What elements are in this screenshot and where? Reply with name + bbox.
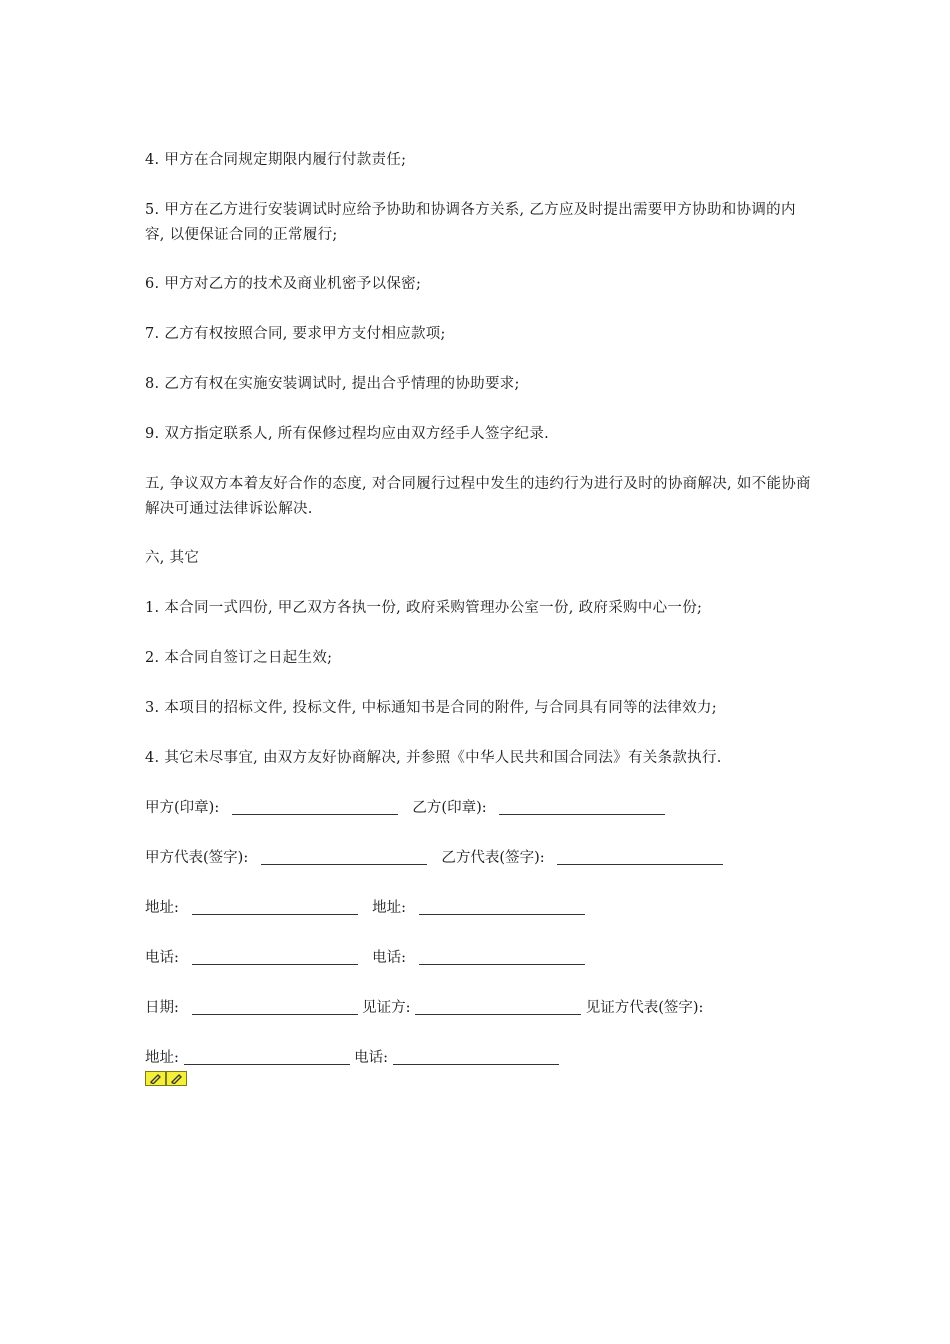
representative-row <box>145 848 723 868</box>
clause-8-assistance: 8. 乙方有权在实施安装调试时, 提出合乎情理的协助要求; <box>145 376 520 392</box>
party-a-rep-field[interactable] <box>261 850 427 865</box>
edit-icons <box>145 1071 187 1086</box>
witness-contact-row <box>145 1048 559 1068</box>
clause-6-confidentiality: 6. 甲方对乙方的技术及商业机密予以保密; <box>145 276 422 292</box>
party-a-seal-field[interactable] <box>232 800 398 815</box>
party-a-seal-label: 甲方(印章): <box>145 800 220 816</box>
witness-label: 见证方: <box>362 1000 411 1016</box>
date-label: 日期: <box>145 1000 179 1016</box>
seal-row <box>145 798 665 818</box>
pencil-icon[interactable] <box>145 1071 166 1086</box>
other-clause-4: 4. 其它未尽事宜, 由双方友好协商解决, 并参照《中华人民共和国合同法》有关条款执行. <box>145 750 722 766</box>
witness-rep-label: 见证方代表(签字): <box>585 1000 704 1016</box>
date-field[interactable] <box>192 1000 358 1015</box>
section-6-heading: 六, 其它 <box>145 550 200 566</box>
phone-a-label: 电话: <box>145 950 179 966</box>
phone-b-label: 电话: <box>372 950 406 966</box>
clause-5-cooperation: 5. 甲方在乙方进行安装调试时应给予协助和协调各方关系, 乙方应及时提出需要甲方协助和协调的内容, 以便保证合同的正常履行; <box>145 202 796 243</box>
witness-phone-field[interactable] <box>393 1050 559 1065</box>
party-b-rep-label: 乙方代表(签字): <box>441 850 545 866</box>
other-clause-1: 1. 本合同一式四份, 甲乙双方各执一份, 政府采购管理办公室一份, 政府采购中心一份; <box>145 600 703 616</box>
address-row <box>145 898 585 918</box>
phone-row <box>145 948 585 968</box>
witness-address-field[interactable] <box>184 1050 350 1065</box>
address-b-label: 地址: <box>372 900 406 916</box>
phone-b-field[interactable] <box>419 950 585 965</box>
other-clause-2: 2. 本合同自签订之日起生效; <box>145 650 333 666</box>
witness-phone-label: 电话: <box>354 1050 388 1066</box>
clause-9-contacts: 9. 双方指定联系人, 所有保修过程均应由双方经手人签字纪录. <box>145 426 550 442</box>
clause-4-payment: 4. 甲方在合同规定期限内履行付款责任; <box>145 152 407 168</box>
other-clause-3: 3. 本项目的招标文件, 投标文件, 中标通知书是合同的附件, 与合同具有同等的法律效力; <box>145 700 717 716</box>
party-b-rep-field[interactable] <box>557 850 723 865</box>
address-b-field[interactable] <box>419 900 585 915</box>
party-b-seal-label: 乙方(印章): <box>412 800 487 816</box>
party-a-rep-label: 甲方代表(签字): <box>145 850 249 866</box>
witness-address-label: 地址: <box>145 1050 179 1066</box>
address-a-field[interactable] <box>192 900 358 915</box>
party-b-seal-field[interactable] <box>499 800 665 815</box>
pencil-icon[interactable] <box>166 1071 187 1086</box>
witness-field[interactable] <box>415 1000 581 1015</box>
address-a-label: 地址: <box>145 900 179 916</box>
clause-7-payment-request: 7. 乙方有权按照合同, 要求甲方支付相应款项; <box>145 326 446 342</box>
phone-a-field[interactable] <box>192 950 358 965</box>
date-witness-row <box>145 998 703 1018</box>
section-5-disputes: 五, 争议双方本着友好合作的态度, 对合同履行过程中发生的违约行为进行及时的协商解决, 如不能协商解决可通过法律诉讼解决. <box>145 476 811 517</box>
